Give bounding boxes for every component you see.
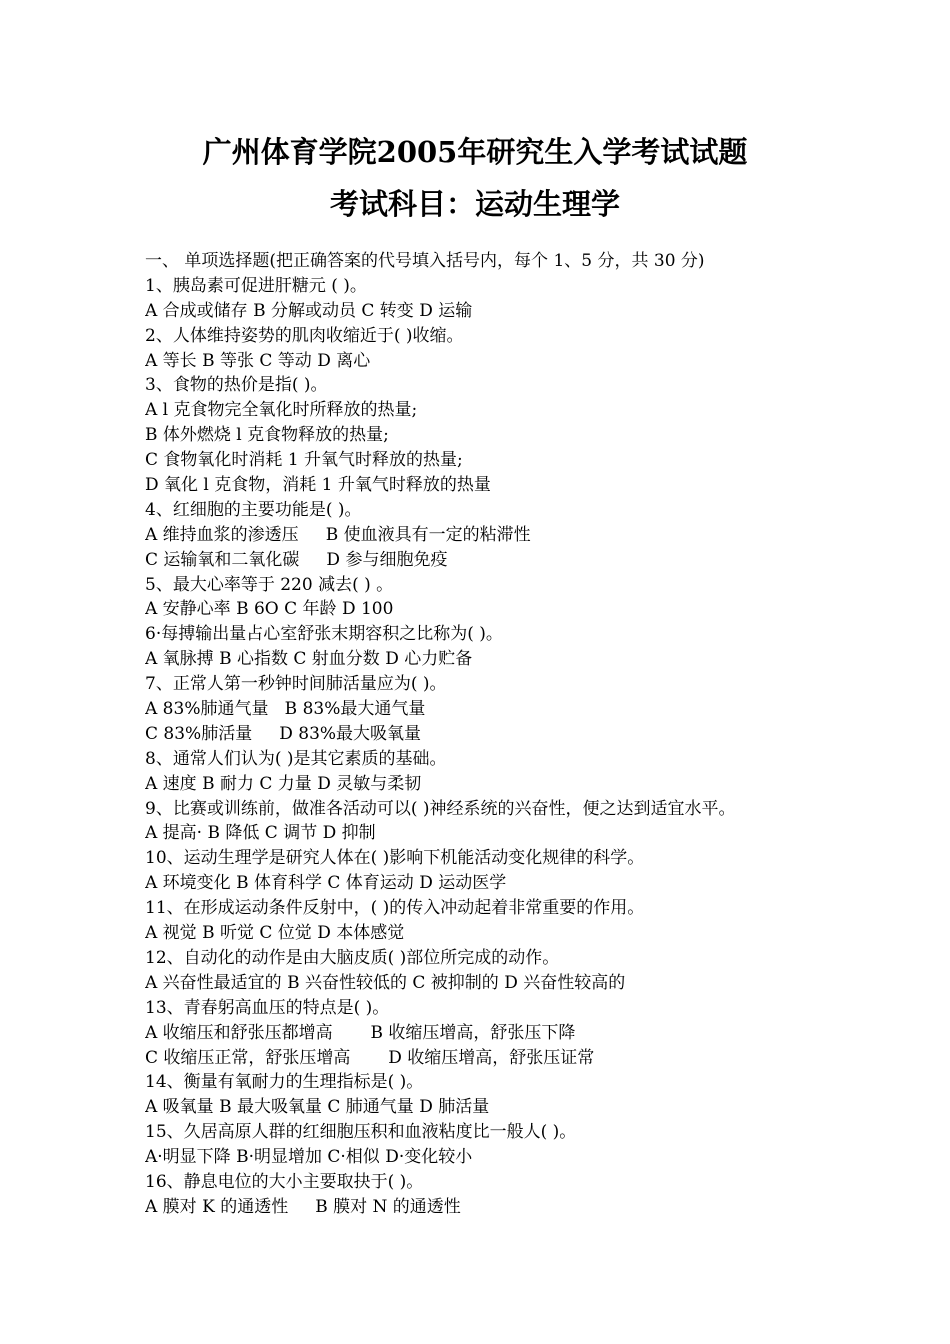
question-13: 13、青春躬高血压的特点是( )。 [145, 997, 390, 1018]
question-1-options: A 合成或储存 B 分解或动员 C 转变 D 运输 [145, 300, 473, 321]
question-4-options-ab: A 维持血浆的渗透压 B 使血液具有一定的粘滞性 [145, 524, 531, 545]
question-4-options-cd: C 运输氧和二氧化碳 D 参与细胞免疫 [145, 549, 448, 570]
question-3-option-d: D 氧化 l 克食物，消耗 1 升氧气时释放的热量 [145, 475, 491, 496]
question-13-options-ab: A 收缩压和舒张压都增高 B 收缩压增高，舒张压下降 [145, 1022, 576, 1043]
question-2: 2、人体维持姿势的肌肉收缩近于( )收缩。 [145, 325, 464, 346]
question-9-options: A 提高· B 降低 C 调节 D 抑制 [145, 823, 376, 844]
question-5-options: A 安静心率 B 6O C 年龄 D 100 [145, 599, 394, 620]
exam-subject: 考试科目：运动生理学 [329, 187, 620, 221]
question-9: 9、比赛或训练前，做准各活动可以( )神经系统的兴奋性，便之达到适宜水平。 [145, 798, 736, 819]
question-6-options: A 氧脉搏 B 心指数 C 射血分数 D 心力贮备 [145, 649, 473, 670]
question-12-options: A 兴奋性最适宜的 B 兴奋性较低的 C 被抑制的 D 兴奋性较高的 [145, 972, 626, 993]
question-4: 4、红细胞的主要功能是( )。 [145, 499, 362, 520]
question-14: 14、衡量有氧耐力的生理指标是( )。 [145, 1072, 424, 1093]
question-10-options: A 环境变化 B 体育科学 C 体育运动 D 运动医学 [145, 873, 507, 894]
question-2-options: A 等长 B 等张 C 等动 D 离心 [145, 350, 371, 371]
question-11: 11、在形成运动条件反射中，( )的传入冲动起着非常重要的作用。 [145, 898, 645, 919]
question-3-option-c: C 食物氧化时消耗 1 升氧气时释放的热量; [145, 450, 463, 471]
question-7-options-cd: C 83%肺活量 D 83%最大吸氧量 [145, 723, 422, 744]
question-7: 7、正常人第一秒钟时间肺活量应为( )。 [145, 674, 447, 695]
question-8: 8、通常人们认为( )是其它素质的基础。 [145, 748, 447, 769]
question-16: 16、静息电位的大小主要取抉于( )。 [145, 1171, 424, 1192]
question-1: 1、胰岛素可促进肝糖元 ( )。 [145, 275, 367, 296]
question-list [145, 249, 935, 1220]
section-heading: 一、 单项选择题(把正确答案的代号填入括号内，每个 1、5 分，共 30 分) [145, 251, 705, 271]
question-13-options-cd: C 收缩压正常，舒张压增高 D 收缩压增高，舒张压证常 [145, 1047, 595, 1068]
question-5: 5、最大心率等于 220 减去( ) 。 [145, 574, 394, 595]
question-8-options: A 速度 B 耐力 C 力量 D 灵敏与柔韧 [145, 773, 422, 794]
question-3: 3、食物的热价是指( )。 [145, 375, 328, 396]
question-10: 10、运动生理学是研究人体在( )影响下机能活动变化规律的科学。 [145, 848, 645, 869]
question-12: 12、自动化的动作是由大脑皮质( )部位所完成的动作。 [145, 947, 560, 968]
question-6: 6·每搏输出量占心室舒张末期容积之比称为( )。 [145, 624, 503, 645]
question-3-option-a: A l 克食物完全氧化时所释放的热量; [145, 400, 418, 421]
question-15: 15、久居高原人群的红细胞压积和血液粘度比一般人( )。 [145, 1122, 577, 1143]
document-title: 广州体育学院2005年研究生入学考试试题 [202, 135, 748, 169]
question-15-options: A·明显下降 B·明显增加 C·相似 D·变化较小 [145, 1147, 473, 1168]
question-16-options-ab: A 膜对 K 的通透性 B 膜对 N 的通透性 [145, 1196, 461, 1217]
question-14-options: A 吸氧量 B 最大吸氧量 C 肺通气量 D 肺活量 [145, 1097, 490, 1118]
question-11-options: A 视觉 B 听觉 C 位觉 D 本体感觉 [145, 923, 405, 944]
question-3-option-b: B 体外燃烧 l 克食物释放的热量; [145, 425, 389, 446]
question-7-options-ab: A 83%肺通气量 B 83%最大通气量 [145, 699, 426, 720]
